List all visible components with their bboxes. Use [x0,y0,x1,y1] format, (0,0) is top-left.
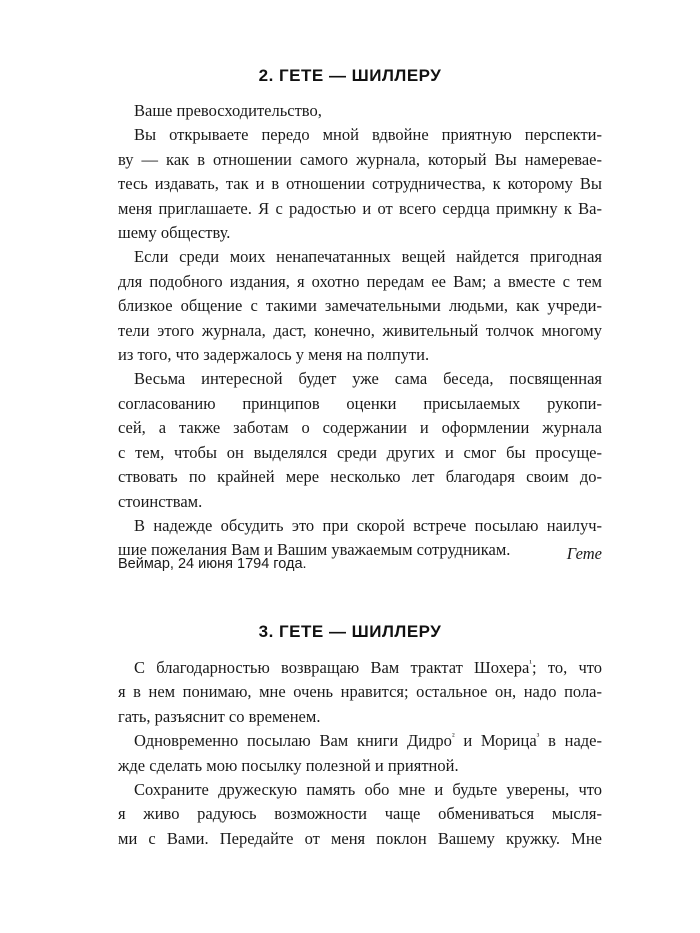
text-line: стоинствам. [118,491,203,511]
footnote-marker: ² [451,731,455,742]
text-span: и Морица [454,731,537,751]
letter-2-body [118,99,602,563]
text-line: ву — как в отношении самого журнала, который Вы намеревае- [118,149,602,169]
signature: Гете [566,544,602,563]
footnote-marker: ¹ [529,658,532,668]
text-line: сей, а также заботам о содержании и оформлении журнала [118,418,602,438]
text-line [118,656,602,680]
text-line: гать, разъяснит со временем. [118,706,321,726]
text-line: для подобного издания, я охотно передам ее Вам; а вместе с тем [118,271,602,291]
place-date: Веймар, 24 июня 1794 года. [118,556,307,572]
text-line [118,729,602,753]
letter-2-heading: 2. ГЕТЕ — ШИЛЛЕРУ [258,66,442,85]
text-line: шему обществу. [118,223,231,243]
text-line: согласованию принципов оценки присылаемых рукопи- [118,393,602,413]
text-span: в наде- [539,731,602,751]
text-span: С благодарностью возвращаю Вам трактат Шохера [134,658,530,677]
text-line: тесь издавать, так и в отношении сотрудничества, к которому Вы [118,174,602,194]
text-line: меня приглашаете. Я с радостью и от всего сердца примкну к Ва- [118,198,602,218]
text-line: В надежде обсудить это при скорой встрече посылаю наилуч- [134,515,602,535]
letter-3-body [118,656,602,851]
text-span: ; то, что [531,658,602,677]
letter-3-heading: 3. ГЕТЕ — ШИЛЛЕРУ [258,622,442,641]
text-line: близкое общение с такими замечательными людьми, как учреди- [118,296,602,316]
text-line: жде сделать мою посылку полезной и приятной. [118,755,459,775]
text-line: ствовать по крайней мере несколько лет благодаря своим до- [118,467,602,487]
footnote-marker: ³ [536,731,540,742]
text-line: шие пожелания Вам и Вашим уважаемым сотрудникам. [118,540,511,560]
text-line: я в нем понимаю, мне очень нравится; остальное он, надо пола- [118,682,602,702]
text-line: с тем, чтобы он выделялся среди других и смог бы просуще- [118,442,602,462]
text-line: тели этого журнала, даст, конечно, живительный толчок многому [118,320,602,340]
text-line: Если среди моих ненапечатанных вещей найдется пригодная [134,247,602,267]
text-line: Сохраните дружескую память обо мне и будьте уверены, что [134,780,602,800]
text-line: я живо радуюсь возможности чаще обмениваться мысля- [118,804,602,824]
text-line: Вы открываете передо мной вдвойне приятную перспекти- [134,125,602,145]
text-line: из того, что задержалось у меня на полпути. [118,345,430,365]
text-span: Одновременно посылаю Вам книги Дидро [134,731,452,751]
text-line: ми с Вами. Передайте от меня поклон Вашему кружку. Мне [118,828,602,848]
text-line: Весьма интересной будет уже сама беседа, посвященная [134,369,602,389]
salutation: Ваше превосходительство, [134,101,322,120]
